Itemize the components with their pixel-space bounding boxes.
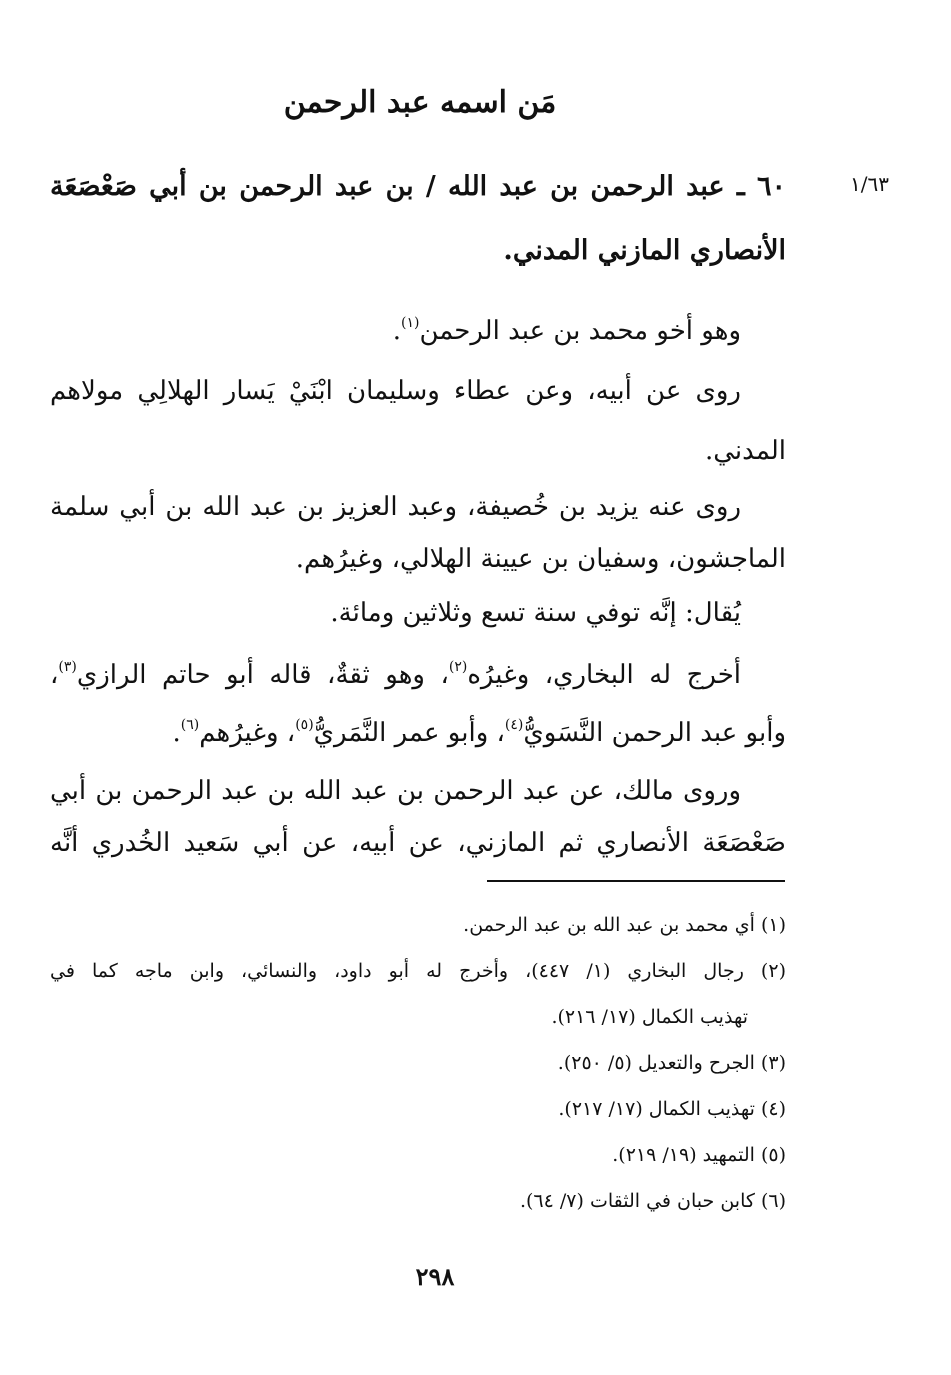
- paragraph-malik-line-2: صَعْصَعَة الأنصاري ثم المازني، عن أبيه، عن أبي سَعيد الخُدري أنَّه: [50, 828, 786, 858]
- footnote-2: (٢) رجال البخاري (١/ ٤٤٧)، وأخرج له أبو داود، والنسائي، وابن ماجه كما في: [50, 960, 786, 982]
- footnote-separator: [487, 880, 785, 882]
- footnote-ref-6: (٦): [180, 717, 200, 733]
- paragraph-text: وهو أخو محمد بن عبد الرحمن: [419, 316, 741, 346]
- entry-title-line-2: الأنصاري المازني المدني.: [503, 235, 786, 266]
- footnote-3: (٣) الجرح والتعديل (٥/ ٢٥٠).: [557, 1052, 786, 1074]
- footnote-ref-3: (٣): [58, 659, 77, 675]
- footnotes: [50, 902, 786, 1224]
- punctuation: .: [172, 718, 181, 748]
- paragraph-text: ، وأبو عمر النَّمَريُّ: [313, 718, 505, 748]
- section-heading: مَن اسمه عبد الرحمن: [283, 85, 557, 120]
- paragraph-narrated-from-line-1: روى عن أبيه، وعن عطاء وسليمان ابْنَيْ يَسار الهلالِي مولاهم: [50, 376, 741, 406]
- punctuation: .: [392, 316, 401, 346]
- footnote-5: (٥) التمهيد (١٩/ ٢١٩).: [612, 1144, 786, 1166]
- punctuation: ،: [50, 660, 59, 690]
- paragraph-text: وأبو عبد الرحمن النَّسَويُّ: [523, 718, 786, 748]
- page-number: ٢٩٨: [415, 1262, 455, 1291]
- footnote-1: (١) أي محمد بن عبد الله بن عبد الرحمن.: [463, 914, 786, 936]
- paragraph-grading-line-1: [50, 648, 786, 702]
- footnote-ref-4: (٤): [504, 717, 524, 733]
- paragraph-narrated-by-line-1: روى عنه يزيد بن خُصيفة، وعبد العزيز بن عبد الله بن أبي سلمة: [50, 492, 741, 522]
- paragraph-brother: [50, 304, 786, 358]
- footnote-4: (٤) تهذيب الكمال (١٧/ ٢١٧).: [558, 1098, 786, 1120]
- footnote-ref-1: (١): [400, 315, 420, 331]
- paragraph-grading-line-2: [50, 706, 786, 760]
- paragraph-text: ، وهو ثقةٌ، قاله أبو حاتم الرازي: [76, 660, 449, 690]
- footnote-ref-2: (٢): [448, 659, 468, 675]
- manuscript-folio-reference: ١/٦٣: [850, 172, 889, 196]
- paragraph-narrated-from-line-2: المدني.: [705, 436, 786, 466]
- paragraph-narrated-by-line-2: الماجشون، وسفيان بن عيينة الهلالي، وغيرُهم.: [295, 544, 786, 574]
- paragraph-text: أخرج له البخاري، وغيرُه: [467, 660, 742, 690]
- entry-title-line-1: ٦٠ ـ عبد الرحمن بن عبد الله / بن عبد الرحمن بن أبي صَعْصَعَة: [50, 171, 786, 202]
- paragraph-text: ، وغيرُهم: [199, 718, 296, 748]
- footnote-6: (٦) كابن حبان في الثقات (٧/ ٦٤).: [519, 1190, 786, 1212]
- footnote-ref-5: (٥): [295, 717, 314, 733]
- footnote-2-continuation: تهذيب الكمال (١٧/ ٢١٦).: [551, 1006, 748, 1028]
- paragraph-malik-line-1: وروى مالك، عن عبد الرحمن بن عبد الله بن عبد الرحمن بن أبي: [50, 776, 741, 806]
- paragraph-death-year: يُقال: إنَّه توفي سنة تسع وثلاثين ومائة.: [330, 598, 741, 628]
